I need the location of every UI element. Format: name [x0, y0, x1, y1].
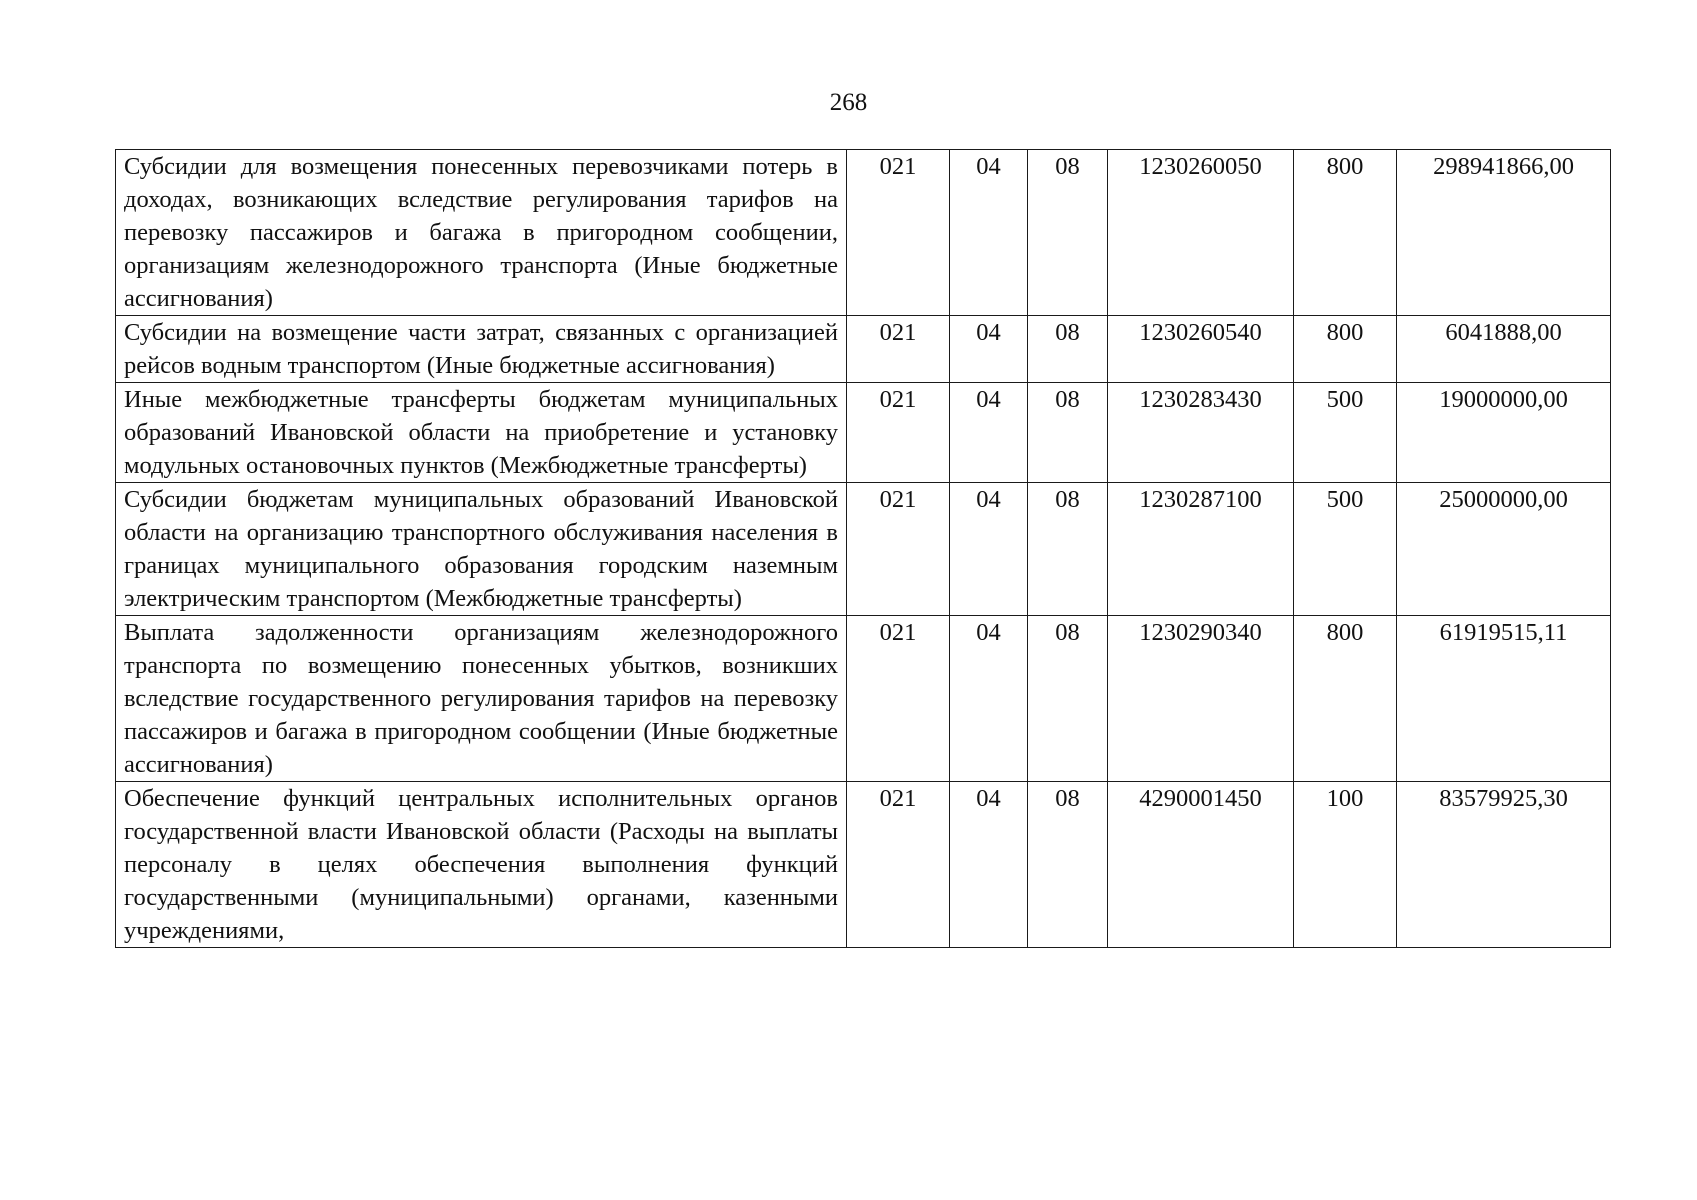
subsection-code: 08	[1028, 782, 1108, 948]
amount: 19000000,00	[1397, 383, 1611, 483]
page-number: 268	[829, 89, 868, 116]
table-row	[116, 383, 1611, 483]
table-row	[116, 616, 1611, 782]
expense-type-code: 800	[1294, 316, 1397, 383]
row-description: Субсидии бюджетам муниципальных образований Ивановской области на организацию транспортного обслуживания населения в границах муниципального образования городским наземным электрическим транспортом (Межбюджетные трансферты)	[116, 483, 847, 616]
section-code: 04	[950, 150, 1028, 316]
expense-type-code: 500	[1294, 483, 1397, 616]
table-row	[116, 150, 1611, 316]
subsection-code: 08	[1028, 150, 1108, 316]
table-row	[116, 316, 1611, 383]
ministry-code: 021	[847, 782, 950, 948]
budget-table	[115, 149, 1611, 948]
subsection-code: 08	[1028, 483, 1108, 616]
expense-type-code: 800	[1294, 150, 1397, 316]
amount: 298941866,00	[1397, 150, 1611, 316]
amount: 25000000,00	[1397, 483, 1611, 616]
target-code: 1230283430	[1108, 383, 1294, 483]
row-description: Субсидии на возмещение части затрат, связанных с организацией рейсов водным транспортом (Иные бюджетные ассигнования)	[116, 316, 847, 383]
ministry-code: 021	[847, 316, 950, 383]
ministry-code: 021	[847, 616, 950, 782]
expense-type-code: 800	[1294, 616, 1397, 782]
expense-type-code: 100	[1294, 782, 1397, 948]
target-code: 1230260050	[1108, 150, 1294, 316]
subsection-code: 08	[1028, 383, 1108, 483]
target-code: 4290001450	[1108, 782, 1294, 948]
section-code: 04	[950, 616, 1028, 782]
ministry-code: 021	[847, 383, 950, 483]
row-description: Иные межбюджетные трансферты бюджетам муниципальных образований Ивановской области на приобретение и установку модульных остановочных пунктов (Межбюджетные трансферты)	[116, 383, 847, 483]
target-code: 1230260540	[1108, 316, 1294, 383]
row-description: Обеспечение функций центральных исполнительных органов государственной власти Ивановской области (Расходы на выплаты персоналу в целях обеспечения выполнения функций государственными (муниципальными) органами, казенными учреждениями,	[116, 782, 847, 948]
expense-type-code: 500	[1294, 383, 1397, 483]
table-row	[116, 782, 1611, 948]
target-code: 1230290340	[1108, 616, 1294, 782]
section-code: 04	[950, 782, 1028, 948]
amount: 6041888,00	[1397, 316, 1611, 383]
amount: 61919515,11	[1397, 616, 1611, 782]
row-description: Выплата задолженности организациям железнодорожного транспорта по возмещению понесенных убытков, возникших вследствие государственного регулирования тарифов на перевозку пассажиров и багажа в пригородном сообщении (Иные бюджетные ассигнования)	[116, 616, 847, 782]
row-description: Субсидии для возмещения понесенных перевозчиками потерь в доходах, возникающих вследствие регулирования тарифов на перевозку пассажиров и багажа в пригородном сообщении, организациям железнодорожного транспорта (Иные бюджетные ассигнования)	[116, 150, 847, 316]
section-code: 04	[950, 483, 1028, 616]
section-code: 04	[950, 316, 1028, 383]
amount: 83579925,30	[1397, 782, 1611, 948]
ministry-code: 021	[847, 483, 950, 616]
ministry-code: 021	[847, 150, 950, 316]
target-code: 1230287100	[1108, 483, 1294, 616]
section-code: 04	[950, 383, 1028, 483]
table-row	[116, 483, 1611, 616]
subsection-code: 08	[1028, 616, 1108, 782]
subsection-code: 08	[1028, 316, 1108, 383]
